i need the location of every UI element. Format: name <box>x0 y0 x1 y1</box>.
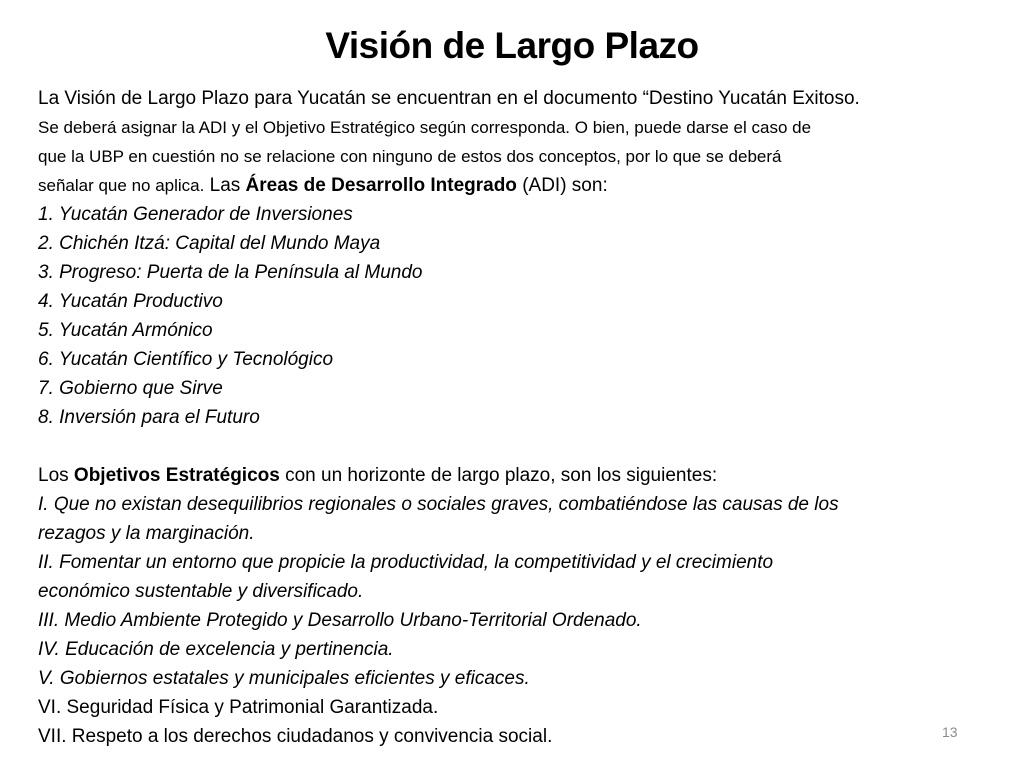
objectives-intro-start: Los <box>38 465 74 486</box>
objectives-heading-bold: Objetivos Estratégicos <box>73 465 280 486</box>
objective-6: VI. Seguridad Física y Patrimonial Garantizada. <box>38 697 439 718</box>
objective-2-line-1: II. Fomentar un entorno que propicie la productividad, la competitividad y el crecimiento <box>38 552 774 573</box>
objective-2-line-2: económico sustentable y diversificado. <box>38 581 364 602</box>
intro-line-4-start: señalar que no aplica. <box>38 176 205 195</box>
objectives-intro <box>38 461 998 490</box>
intro-line-4-end: (ADI) son: <box>516 175 608 196</box>
adi-item-4: 4. Yucatán Productivo <box>38 291 223 312</box>
intro-line-4 <box>38 171 998 200</box>
slide-number: 13 <box>942 724 958 740</box>
adi-item-2: 2. Chichén Itzá: Capital del Mundo Maya <box>38 233 381 254</box>
adi-item-1: 1. Yucatán Generador de Inversiones <box>38 204 353 225</box>
objective-4: IV. Educación de excelencia y pertinencia. <box>38 639 394 660</box>
adi-item-8: 8. Inversión para el Futuro <box>38 407 260 428</box>
adi-heading-bold: Áreas de Desarrollo Integrado <box>245 175 517 196</box>
objective-7: VII. Respeto a los derechos ciudadanos y convivencia social. <box>38 726 553 747</box>
adi-item-5: 5. Yucatán Armónico <box>38 320 213 341</box>
objective-1-line-1: I. Que no existan desequilibrios regionales o sociales graves, combatiéndose las causas de los <box>38 494 839 515</box>
adi-item-6: 6. Yucatán Científico y Tecnológico <box>38 349 334 370</box>
slide-title: Visión de Largo Plazo <box>325 25 699 66</box>
intro-line-3: que la UBP en cuestión no se relacione con ninguno de estos dos conceptos, por lo que se deberá <box>38 147 782 166</box>
paragraph-gap <box>38 432 998 461</box>
adi-item-3: 3. Progreso: Puerta de la Península al Mundo <box>38 262 423 283</box>
adi-item-7: 7. Gobierno que Sirve <box>38 378 223 399</box>
slide-body <box>38 84 998 751</box>
intro-line-1: La Visión de Largo Plazo para Yucatán se encuentran en el documento “Destino Yucatán Exitoso. <box>38 88 860 109</box>
objective-1-line-2: rezagos y la marginación. <box>38 523 255 544</box>
objectives-intro-end: con un horizonte de largo plazo, son los siguientes: <box>279 465 718 486</box>
objective-3: III. Medio Ambiente Protegido y Desarrollo Urbano-Territorial Ordenado. <box>38 610 642 631</box>
intro-line-4-las: Las <box>204 175 246 196</box>
objective-5: V. Gobiernos estatales y municipales eficientes y eficaces. <box>38 668 530 689</box>
intro-line-2: Se deberá asignar la ADI y el Objetivo Estratégico según corresponda. O bien, puede darse el caso de <box>38 118 812 137</box>
